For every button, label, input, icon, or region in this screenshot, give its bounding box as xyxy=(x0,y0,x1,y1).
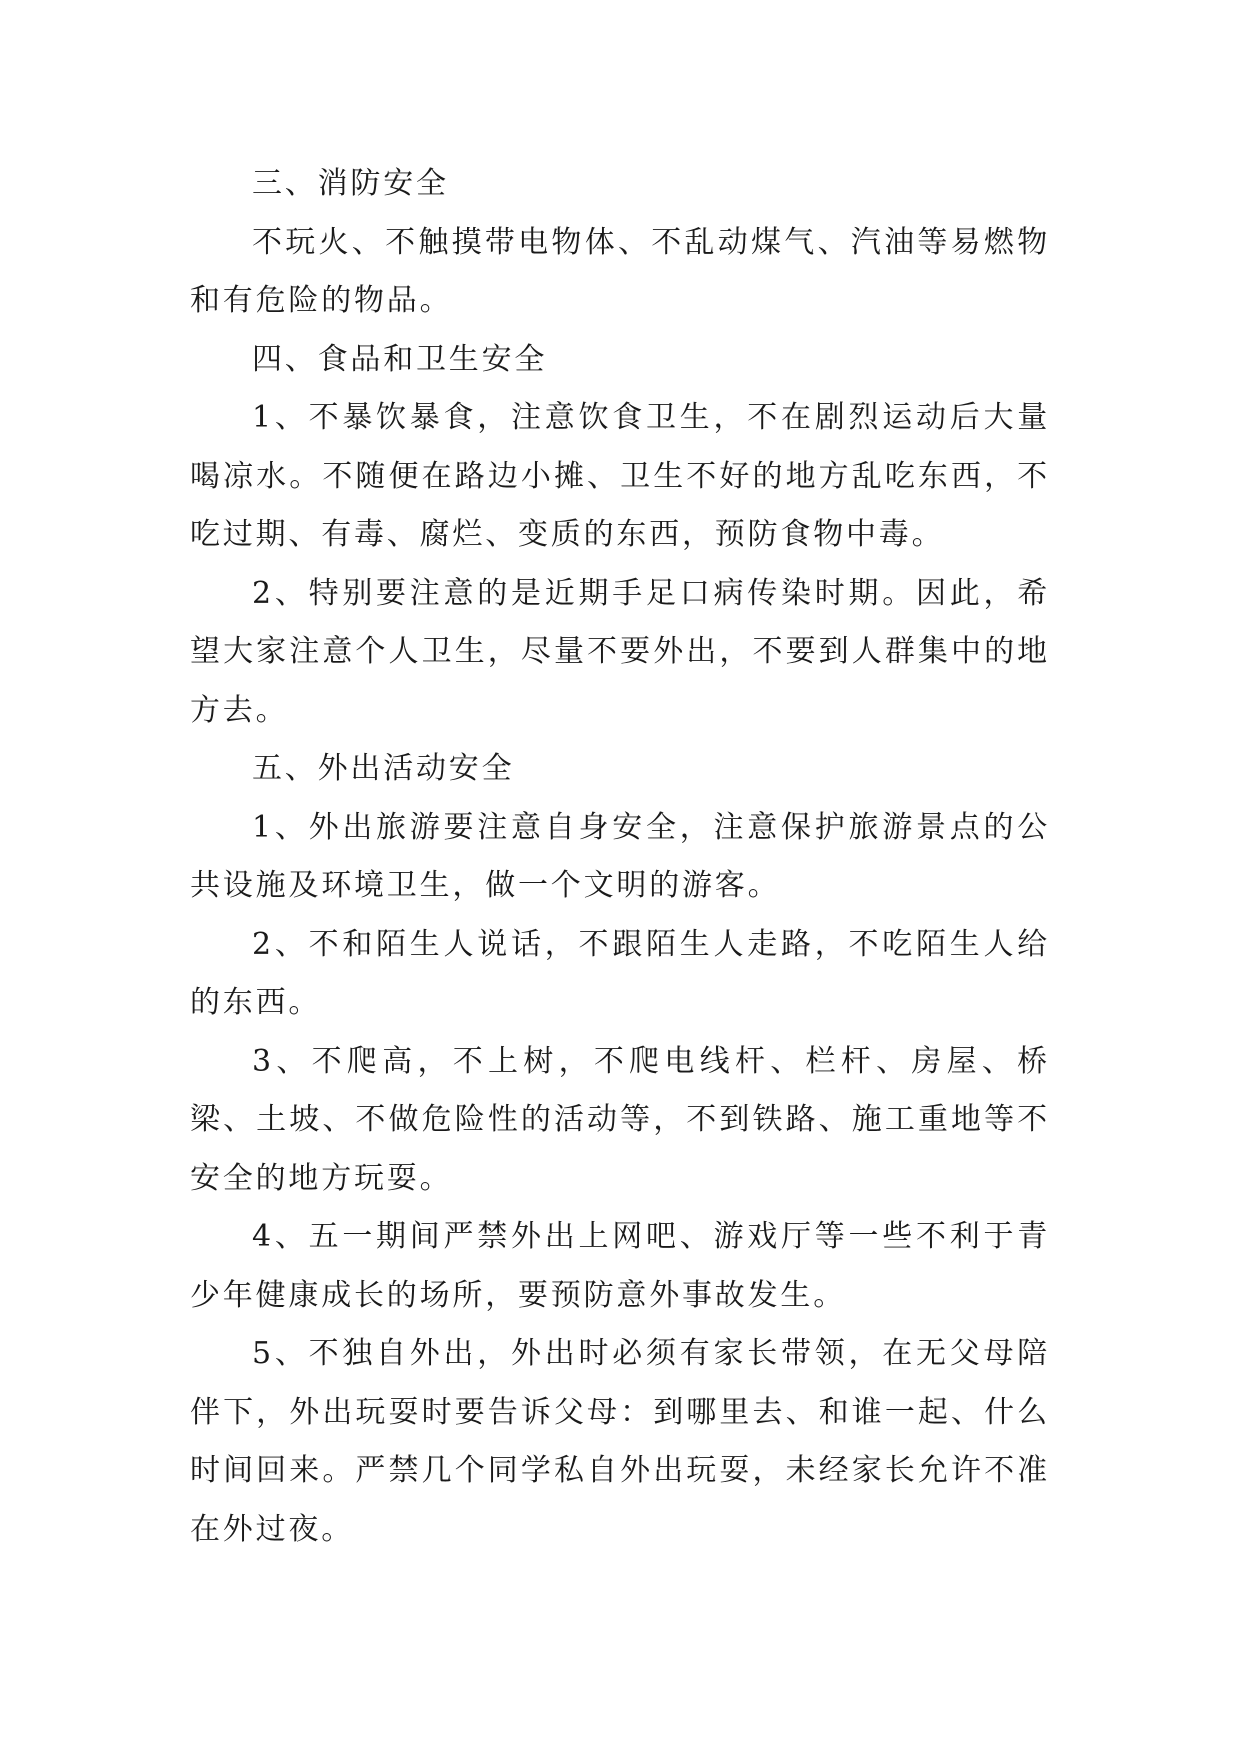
paragraph: 4、五一期间严禁外出上网吧、游戏厅等一些不利于青少年健康成长的场所，要预防意外事故发生。 xyxy=(190,1219,1050,1313)
paragraph: 2、特别要注意的是近期手足口病传染时期。因此，希望大家注意个人卫生，尽量不要外出，不要到人群集中的地方去。 xyxy=(190,575,1050,728)
section-heading-outdoor-activity-safety: 五、外出活动安全 xyxy=(252,751,515,786)
paragraph: 2、不和陌生人说话，不跟陌生人走路，不吃陌生人给的东西。 xyxy=(190,926,1050,1020)
section-heading-food-hygiene-safety: 四、食品和卫生安全 xyxy=(252,341,548,377)
paragraph: 3、不爬高，不上树，不爬电线杆、栏杆、房屋、桥梁、土坡、不做危险性的活动等，不到铁路、施工重地等不安全的地方玩耍。 xyxy=(190,1043,1050,1196)
paragraph: 5、不独自外出，外出时必须有家长带领，在无父母陪伴下，外出玩耍时要告诉父母：到哪里去、和谁一起、什么时间回来。严禁几个同学私自外出玩耍，未经家长允许不准在外过夜。 xyxy=(190,1336,1050,1547)
paragraph: 不玩火、不触摸带电物体、不乱动煤气、汽油等易燃物和有危险的物品。 xyxy=(190,224,1050,318)
document-body xyxy=(190,155,1050,1559)
section-heading-fire-safety: 三、消防安全 xyxy=(252,166,449,201)
paragraph: 1、外出旅游要注意自身安全，注意保护旅游景点的公共设施及环境卫生，做一个文明的游客。 xyxy=(190,809,1050,903)
paragraph: 1、不暴饮暴食，注意饮食卫生，不在剧烈运动后大量喝凉水。不随便在路边小摊、卫生不好的地方乱吃东西，不吃过期、有毒、腐烂、变质的东西，预防食物中毒。 xyxy=(190,400,1050,552)
